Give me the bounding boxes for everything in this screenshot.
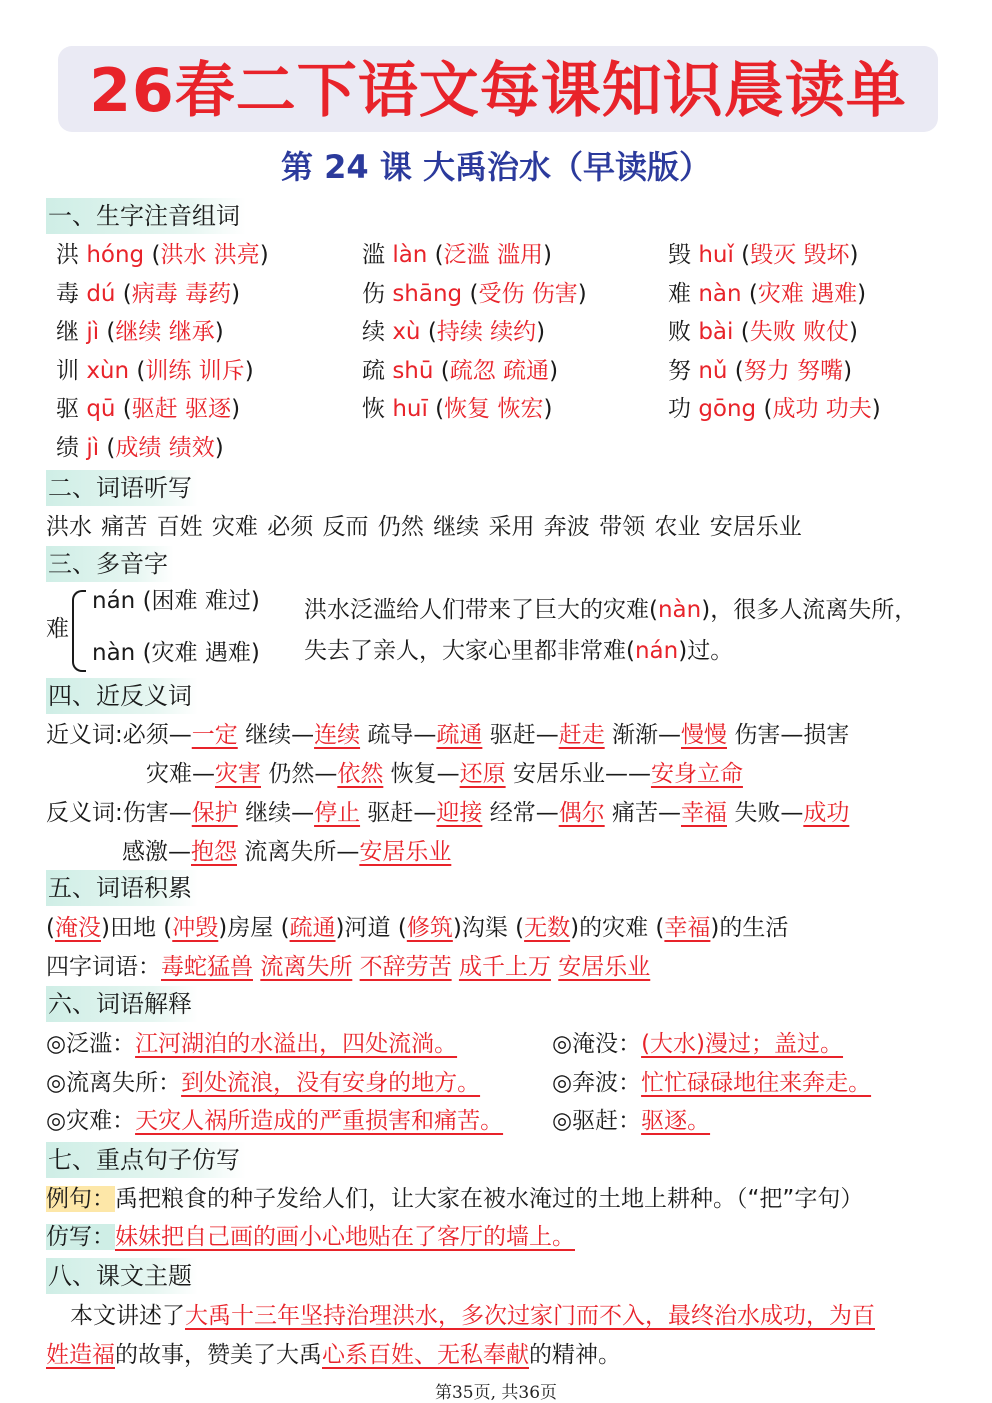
char: 难 [668,280,691,307]
word-b: 一定 [191,722,238,748]
imitation-sentence: 仿写：妹妹把自己画的画小心地贴在了客厅的墙上。 [46,1224,575,1250]
pinyin: dú [86,280,116,307]
words: 恢复 恢宏 [444,396,544,423]
lesson-subtitle: 第 24 课 大禹治水（早读版） [281,148,711,186]
words: 努力 努嘴 [743,357,844,384]
paren-open: ( [99,319,116,346]
word-b: 迎接 [436,800,483,826]
filled-word: 幸福 [664,915,711,941]
char: 滥 [362,242,385,268]
words: 毁灭 毁坏 [750,242,850,268]
words: 失败 败仗 [749,319,850,346]
word-b: 灾害 [215,761,261,787]
paren-open: ( [727,357,744,384]
words: 成功 功夫 [772,396,872,423]
example-sentence: 例句：禹把粮食的种子发给人们，让大家在被水淹过的土地上耕种。（“把”字句） [46,1186,864,1212]
paren-close: ) [214,435,224,461]
char-entry [56,315,224,349]
pinyin: shū [392,357,434,384]
char-entry [56,238,269,272]
word-b: 偶尔 [558,800,605,826]
words: 受伤 伤害 [478,280,578,307]
word-b: 抱怨 [191,839,237,865]
paren-open: ( [397,915,407,941]
pinyin: xùn [86,357,130,384]
example-label: 例句： [46,1186,115,1212]
dictation-words: 洪水 痛苦 百姓 灾难 必须 反而 仍然 继续 采用 奔波 带领 农业 安居乐业 [46,514,802,540]
definition: (大水)漫过；盖过。 [641,1031,844,1057]
char-entry [56,277,240,311]
paren-close: ) [214,319,224,346]
word-a: 驱赶— [489,722,559,748]
word-a: 恢复— [390,761,460,787]
words: 灾难 遇难 [757,280,858,307]
char-entry [362,354,558,388]
words: 洪水 洪亮 [160,242,260,268]
filled-word: 疏通 [289,915,336,941]
paren-close: ) [849,319,858,346]
page-title [58,48,938,134]
words: 成绩 绩效 [115,435,215,461]
char: 洪 [56,242,79,268]
char-entry [362,238,552,272]
definition: 到处流浪，没有安身的地方。 [181,1069,481,1096]
polyphone-sentence-1: 洪水泛滥给人们带来了巨大的灾难(nàn)，很多人流离失所， [304,597,918,623]
paren-open: ( [741,280,758,307]
term: ◎奔波： [552,1069,642,1096]
paren-open: ( [462,280,479,307]
synonym-line-1: 近义词:必须—一定 继续—连续 疏导—疏通 驱赶—赶走 渐渐—慢慢 伤害—损害 [46,722,850,748]
char: 毒 [56,280,79,307]
theme-line-1: 本文讲述了大禹十三年坚持治理洪水，多次过家门而不入，最终治水成功，为百 [70,1303,875,1329]
theme-line-2: 姓造福的故事，赞美了大禹心系百姓、无私奉献的精神。 [46,1342,621,1368]
term: ◎灾难： [46,1108,136,1134]
pinyin: làn [392,242,428,268]
definition: 天灾人祸所造成的严重损害和痛苦。 [135,1108,504,1134]
term: ◎泛滥： [46,1031,136,1057]
pinyin: hóng [86,242,145,268]
word-a: 经常— [489,800,559,826]
word-tail: 河道 [344,915,391,941]
pinyin: gōng [698,396,757,423]
synonym-line-2 [146,757,743,791]
imitation-label: 仿写： [46,1224,115,1250]
paren-close: ) [577,280,587,307]
word-b: 依然 [337,761,384,787]
paren-close: ) [570,915,580,941]
word-a: 痛苦— [612,800,681,826]
word-b: 保护 [191,800,238,826]
char: 毁 [668,242,691,268]
explanation-item [552,1027,843,1061]
paren-close: ) [710,915,720,941]
paren-open: ( [655,915,665,941]
word-a: 驱赶— [367,800,437,826]
paren-open: ( [420,319,437,346]
explanation-item [46,1104,503,1138]
section-heading-3: 三、多音字 [46,546,174,582]
paren-open: ( [163,915,173,941]
paren-close: ) [218,915,228,941]
pinyin: nàn [698,280,742,307]
word-b: 还原 [459,761,506,787]
paren-open: ( [46,915,55,941]
words: 持续 续约 [436,319,537,346]
paren-open: ( [99,435,116,461]
paren-close: ) [849,242,859,268]
word-b: 幸福 [681,800,727,826]
paren-open: ( [733,319,750,346]
word-a: 流离失所— [244,839,360,865]
pinyin: jì [86,435,100,461]
char-entry [362,315,545,349]
word-b: 安身立命 [650,761,743,787]
pinyin: nǔ [698,357,728,384]
idiom-line: 四字词语：毒蛇猛兽 流离失所 不辞劳苦 成千上万 安居乐业 [46,954,651,980]
char: 续 [362,319,385,346]
char: 败 [668,319,691,346]
paren-close: ) [335,915,345,941]
paren-close: ) [259,242,269,268]
word-b: 连续 [314,722,361,748]
paren-close: ) [231,280,241,307]
pinyin: huī [392,396,428,423]
paren-close: ) [452,915,462,941]
word-a: 失败— [734,800,804,826]
words: 疏忽 疏通 [449,357,550,384]
char: 驱 [56,396,79,423]
section-heading-1: 一、生字注音组词 [46,198,246,234]
word-b: 停止 [314,800,361,826]
pinyin: bài [698,319,734,346]
words: 继续 继承 [115,319,215,346]
char-entry [56,392,240,426]
pinyin: shāng [392,280,463,307]
word-a: 疏导— [367,722,437,748]
term: ◎淹没： [552,1031,642,1057]
char-entry [668,392,881,426]
word-a: 感激— [122,839,191,865]
section-heading-8: 八、课文主题 [46,1258,198,1294]
char: 绩 [56,435,79,461]
paren-close: ) [857,280,867,307]
char: 伤 [362,280,385,307]
paren-close: ) [549,357,559,384]
filled-word: 无数 [524,915,571,941]
pinyin: jì [86,319,100,346]
paren-close: ) [231,396,241,423]
paren-close: ) [871,396,881,423]
char: 功 [668,396,691,423]
filled-word: 冲毁 [172,915,219,941]
words: 驱赶 驱逐 [131,396,232,423]
paren-open: ( [756,396,773,423]
words: 训练 训斥 [145,357,245,384]
paren-open: ( [115,280,132,307]
char-entry [668,238,858,272]
char: 疏 [362,357,385,384]
polyphone-sentence-2: 失去了亲人，大家心里都非常难(nán)过。 [304,638,734,664]
paren-close: ) [536,319,546,346]
word-a: 灾难— [146,761,215,787]
char: 继 [56,319,79,346]
word-b: 成功 [803,800,850,826]
paren-open: ( [427,242,444,268]
paren-open: ( [280,915,290,941]
filled-word: 淹没 [54,915,101,941]
word-a: 必须— [122,722,192,748]
explanation-item [552,1066,871,1100]
section-heading-5: 五、词语积累 [46,870,198,906]
antonym-line-1: 反义词:伤害—保护 继续—停止 驱赶—迎接 经常—偶尔 痛苦—幸福 失败—成功 [46,800,850,826]
definition: 驱逐。 [641,1108,711,1134]
brace-mark [72,590,86,672]
paren-open: ( [129,357,146,384]
char: 训 [56,357,79,384]
paren-close: ) [244,357,254,384]
polyphone-reading-1: nán (困难 难过) [92,588,260,614]
polyphone-reading-2: nàn (灾难 遇难) [92,640,260,666]
word-tail: 的灾难 [579,915,649,941]
word-b: 疏通 [436,722,483,748]
char-entry [668,354,852,388]
word-a: 安居乐业—— [512,761,651,787]
paren-close: ) [843,357,853,384]
idiom: 不辞劳苦 [359,954,452,980]
words: 泛滥 滥用 [443,242,543,268]
word-a: 继续— [245,800,315,826]
words: 病毒 毒药 [131,280,232,307]
word-tail: 的生活 [719,915,789,941]
polyphone-char: 难 [46,616,69,642]
char: 努 [668,357,691,384]
paren-open: ( [144,242,161,268]
word-tail: 田地 [109,915,156,941]
paren-open: ( [733,242,751,268]
pinyin: xù [392,319,421,346]
definition: 忙忙碌碌地往来奔走。 [641,1069,872,1096]
filled-word: 修筑 [406,915,453,941]
word-tail: 房屋 [227,915,274,941]
char: 恢 [362,396,385,423]
char-entry [668,315,858,349]
word-a: 仍然— [268,761,338,787]
paren-close: ) [543,396,553,423]
idiom: 安居乐业 [558,954,651,980]
paren-open: ( [427,396,445,423]
word-b: 赶走 [558,722,605,748]
char-entry [362,392,552,426]
word-a: 继续— [245,722,315,748]
idiom: 毒蛇猛兽 [161,954,253,980]
word-b: 慢慢 [681,722,727,748]
paren-close: ) [542,242,552,268]
section-heading-2: 二、词语听写 [46,470,198,506]
idiom: 成千上万 [458,954,551,980]
section-heading-4: 四、近反义词 [46,678,198,714]
antonym-line-2 [122,835,451,869]
paren-open: ( [433,357,450,384]
pinyin: huǐ [698,242,734,268]
explanation-item [552,1104,710,1138]
char-entry [56,431,224,465]
word-a: 伤害—损害 [734,722,850,748]
char-entry [362,277,587,311]
term: ◎驱赶： [552,1108,642,1134]
word-pairs [46,911,788,945]
title-part1: 26春二下语文 [89,56,480,126]
word-tail: 沟渠 [461,915,508,941]
word-b: 安居乐业 [359,839,452,865]
explanation-item [46,1066,480,1100]
explanation-item [46,1027,457,1061]
paren-open: ( [515,915,525,941]
word-a: 渐渐— [612,722,681,748]
title-part2: 每课知识晨读单 [479,56,907,126]
pinyin: qū [86,396,116,423]
page-footer: 第35页, 共36页 [434,1383,558,1403]
idiom: 流离失所 [260,954,353,980]
paren-open: ( [115,396,132,423]
section-heading-7: 七、重点句子仿写 [46,1142,246,1178]
char-entry [668,277,866,311]
section-heading-6: 六、词语解释 [46,986,198,1022]
term: ◎流离失所： [46,1069,182,1096]
definition: 江河湖泊的水溢出，四处流淌。 [135,1031,458,1057]
paren-close: ) [100,915,110,941]
word-a: 伤害— [122,800,192,826]
char-entry [56,354,254,388]
